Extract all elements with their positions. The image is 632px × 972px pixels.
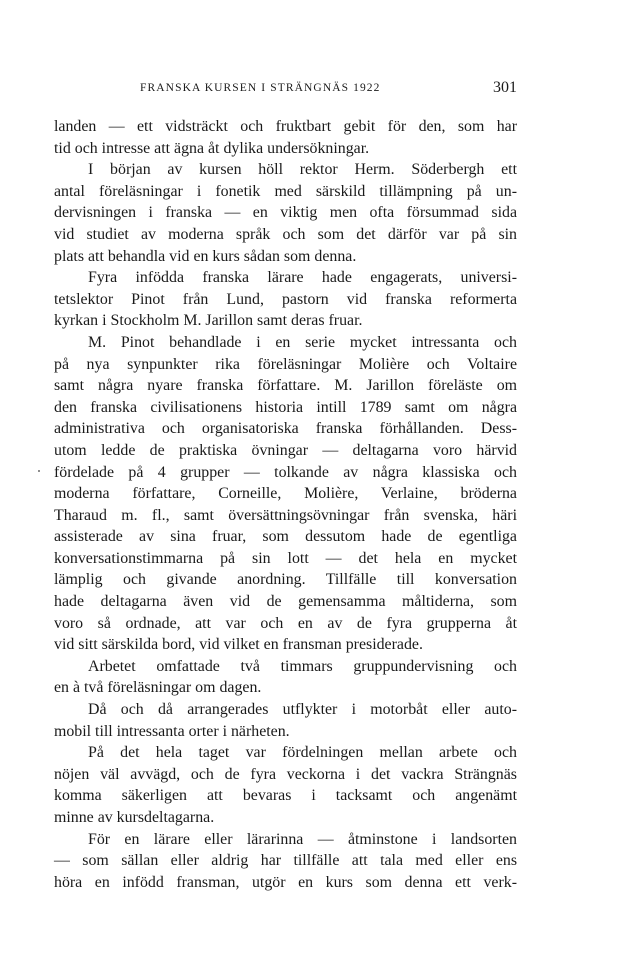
text-line: dervisningen i franska — en viktig men ofta försummad sida xyxy=(54,204,517,222)
text-line: Fyra infödda franska lärare hade engagerats, universi- xyxy=(88,269,517,287)
text-line: På det hela taget var fördelningen mellan arbete och xyxy=(88,744,517,762)
text-line: Arbetet omfattade två timmars gruppundervisning och xyxy=(88,657,517,675)
text-line: den franska civilisationens historia intill 1789 samt om några xyxy=(54,398,517,416)
text-line: Då och då arrangerades utflykter i motorbåt eller auto- xyxy=(88,701,517,719)
text-line: en à två föreläsningar om dagen. xyxy=(54,679,262,697)
text-line: M. Pinot behandlade i en serie mycket intressanta och xyxy=(88,333,517,351)
text-line: mobil till intressanta orter i närheten. xyxy=(54,722,290,740)
text-line: I början av kursen höll rektor Herm. Söderbergh ett xyxy=(88,161,517,179)
text-line: vid studiet av moderna språk och som det därför var på sin xyxy=(54,225,517,243)
text-line: administrativa och organisatoriska franska förhållanden. Dess- xyxy=(54,420,517,438)
text-line: assisterade av sina fruar, som dessutom hade de egentliga xyxy=(54,528,517,546)
text-line: tid och intresse att ägna åt dylika undersökningar. xyxy=(54,139,370,157)
text-line: Tharaud m. fl., samt översättningsövningar från svenska, häri xyxy=(54,506,517,524)
text-line: kyrkan i Stockholm M. Jarillon samt deras fruar. xyxy=(54,312,363,330)
text-line: utom ledde de praktiska övningar — deltagarna voro härvid xyxy=(54,441,517,459)
text-line: samt några nyare franska författare. M. Jarillon föreläste om xyxy=(54,377,517,395)
text-line: moderna författare, Corneille, Molière, Verlaine, bröderna xyxy=(54,485,517,503)
text-line: vid sitt särskilda bord, vid vilket en fransman presiderade. xyxy=(54,636,423,654)
text-line: höra en infödd fransman, utgör en kurs som denna ett verk- xyxy=(54,873,517,891)
stray-ink-mark xyxy=(38,470,40,472)
text-line: konversationstimmarna på sin lott — det hela en mycket xyxy=(54,549,517,567)
text-line: — som sällan eller aldrig har tillfälle att tala med eller ens xyxy=(54,852,517,870)
text-line: minne av kursdeltagarna. xyxy=(54,809,215,826)
text-line: antal föreläsningar i fonetik med särskild tillämpning på un- xyxy=(54,182,517,200)
running-title: FRANSKA KURSEN I STRÄNGNÄS 1922 xyxy=(140,82,381,94)
text-line: på nya synpunkter rika föreläsningar Molière och Voltaire xyxy=(54,355,517,373)
text-line: landen — ett vidsträckt och fruktbart gebit för den, som har xyxy=(54,118,517,135)
running-head xyxy=(54,79,517,102)
text-line: fördelade på 4 grupper — tolkande av några klassiska och xyxy=(54,463,517,481)
text-line: hade deltagarna även vid de gemensamma måltiderna, som xyxy=(54,593,517,611)
page-number: 301 xyxy=(493,79,517,96)
body-text xyxy=(54,116,517,893)
text-line: tetslektor Pinot från Lund, pastorn vid franska reformerta xyxy=(54,290,517,308)
text-line: nöjen väl avvägd, och de fyra veckorna i det vackra Strängnäs xyxy=(54,765,517,783)
text-line: plats att behandla vid en kurs sådan som denna. xyxy=(54,247,357,265)
text-line: För en lärare eller lärarinna — åtminstone i landsorten xyxy=(88,830,517,848)
text-line: komma säkerligen att bevaras i tacksamt och angenämt xyxy=(54,787,517,805)
text-line: lämplig och givande anordning. Tillfälle till konversation xyxy=(54,571,517,589)
text-line: voro så ordnade, att var och en av de fyra grupperna åt xyxy=(54,614,517,632)
